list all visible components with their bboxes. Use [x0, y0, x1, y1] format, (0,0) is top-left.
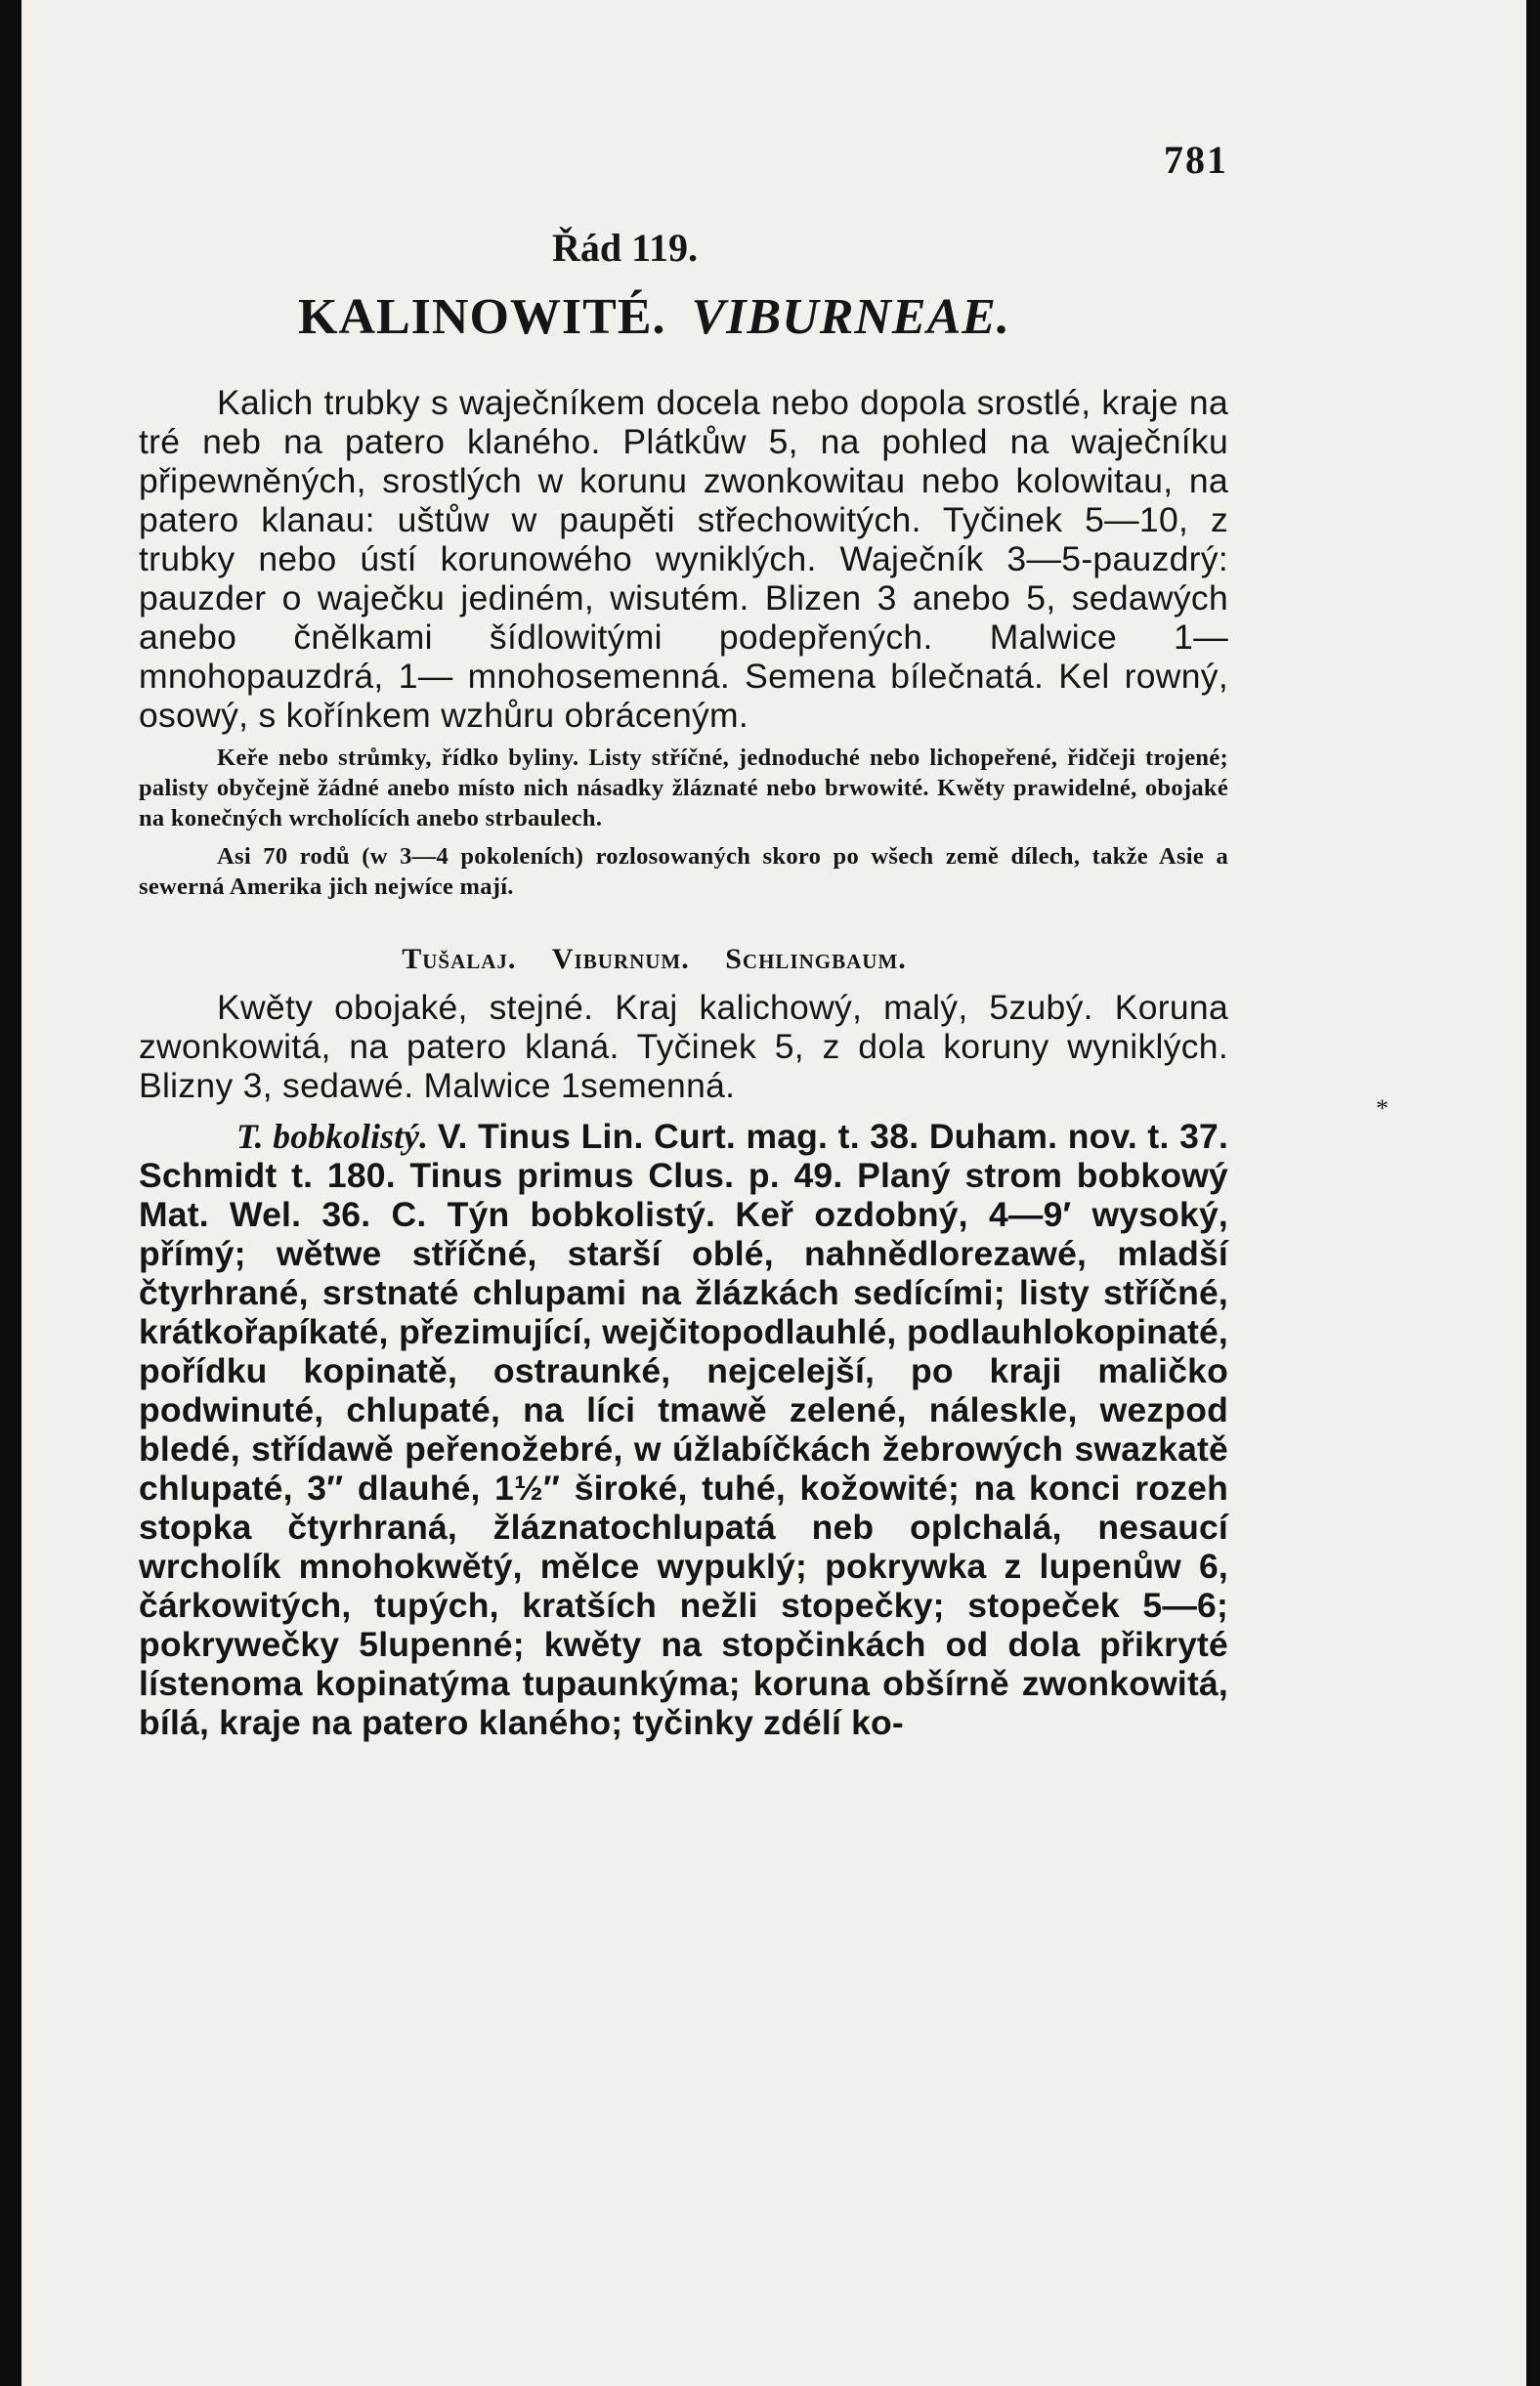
genus-name-latin: Viburnum.: [551, 943, 690, 975]
family-name-latin: VIBURNEAE.: [691, 289, 1010, 345]
species-entry: [139, 1117, 1228, 1742]
genus-heading: [139, 943, 1228, 976]
margin-mark: *: [1376, 1094, 1389, 1123]
book-page: [21, 0, 1526, 2386]
page-content: [139, 137, 1389, 1742]
family-description: Kalich trubky s waječníkem docela nebo dopola srostlé, kraje na tré neb na patero klaného. Plátkůw 5, na pohled na waječníku připewněných, srostlých w korunu zwonkowitau nebo kolowitau, na patero klanau: uštůw w paupěti střechowitých. Tyčinek 5—10, z trubky nebo ústí korunowého wyniklých. Waječník 3—5-pauzdrý: pauzder o waječku jediném, wisutém. Blizen 3 anebo 5, sedawých anebo čnělkami šídlowitými podepřených. Malwice 1— mnohopauzdrá, 1— mnohosemenná. Semena bílečnatá. Kel rowný, osowý, s kořínkem wzhůru obráceným.: [139, 383, 1228, 735]
habit-note: Keře nebo strůmky, řídko byliny. Listy stříčné, jednoduché nebo lichopeřené, řidčeji trojené; palisty obyčejně žádné anebo místo nich násadky žláznaté nebo brwowité. Kwěty prawidelné, obojaké na konečných wrcholících anebo strbaulech.: [139, 745, 1228, 831]
genus-name-czech: Tušalaj.: [402, 943, 517, 975]
page-number: 781: [1164, 138, 1228, 182]
species-name: T. bobkolistý.: [236, 1117, 429, 1156]
distribution-note: Asi 70 rodů (w 3—4 pokoleních) rozlosowaných skoro po wšech země dílech, takže Asie a sewerná Amerika jich nejwíce mají.: [139, 843, 1228, 900]
genus-name-german: Schlingbaum.: [725, 943, 907, 975]
species-references: V. Tinus Lin. Curt. mag. t. 38. Duham. nov. t. 37. Schmidt t. 180. Tinus primus Clus. p. 49. Planý strom bobkowý Mat. Wel. 36. C. Týn bobkolistý.: [139, 1117, 1229, 1234]
order-label: Řád 119.: [552, 226, 698, 270]
family-name-czech: KALINOWITÉ.: [298, 289, 666, 345]
family-title: [139, 288, 1228, 346]
genus-description: Kwěty obojaké, stejné. Kraj kalichowý, malý, 5zubý. Koruna zwonkowitá, na patero klaná. Tyčinek 5, z dola koruny wyniklých. Blizny 3, sedawé. Malwice 1semenná.: [139, 988, 1228, 1105]
species-description: Keř ozdobný, 4—9′ wysoký, přímý; wětwe stříčné, starší oblé, nahnědlorezawé, mladší čtyrhrané, srstnaté chlupami na žlázkách sedícími; listy stříčné, krátkořapíkaté, přezimující, wejčitopodlauhlé, podlauhlokopinaté, pořídku kopinatě, ostraunké, nejcelejší, po kraji maličko podwinuté, chlupaté, na líci tmawě zelené, náleskle, wezpod bledé, střídawě peřenožebré, w úžlabíčkách žebrowých swazkatě chlupaté, 3″ dlauhé, 1½″ široké, tuhé, kožowité; na konci rozeh stopka čtyrhraná, žláznatochlupatá neb oplchalá, nesaucí wrcholík mnohokwětý, mělce wypuklý; pokrywka z lupenůw 6, čárkowitých, tupých, kratších nežli stopečky; stopeček 5—6; pokrywečky 5lupenné; kwěty na stopčinkách od dola přikryté lístenoma kopinatýma tupaunkýma; koruna obšírně zwonkowitá, bílá, kraje na patero klaného; tyčinky zdélí ko-: [139, 1195, 1228, 1742]
